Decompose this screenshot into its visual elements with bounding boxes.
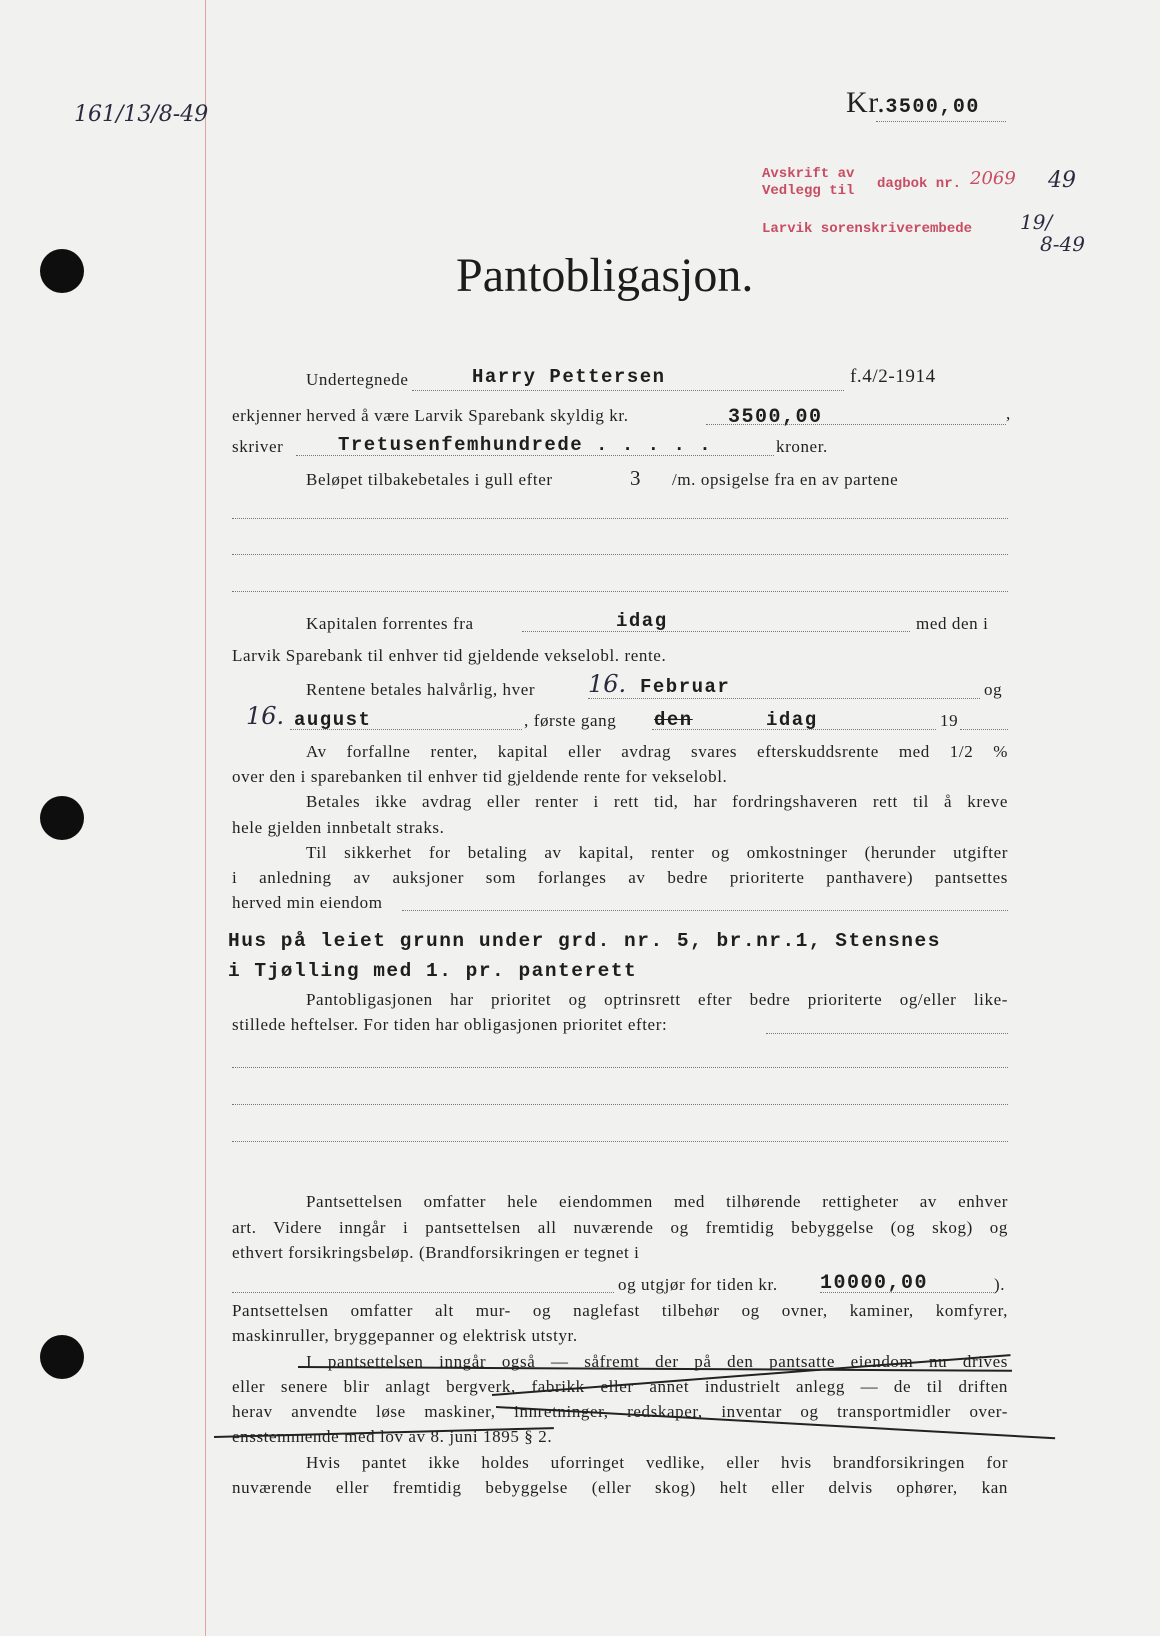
stamp-line2: Vedlegg til — [762, 183, 855, 199]
prioritet-line2: stillede heftelser. For tiden har obligasjonen prioritet efter: — [232, 1015, 668, 1034]
property-line2: i Tjølling med 1. pr. panterett — [228, 960, 638, 982]
stamp-line1: Avskrift av — [762, 166, 855, 182]
vedlike-line2: nuværende eller fremtidig bebyggelse (eller skog) helt eller delvis ophører, kan — [232, 1478, 1008, 1497]
dotted-line — [522, 631, 910, 632]
omfatter-line1: Pantsettelsen omfatter hele eiendommen med tilhørende rettigheter av enhver — [306, 1192, 1008, 1211]
stamp-date-rest: 8-49 — [1040, 232, 1085, 256]
dotted-line — [876, 121, 1006, 122]
dotted-line — [290, 729, 522, 730]
stamp-dagbok-label: dagbok nr. — [877, 176, 962, 192]
utgjor-label: og utgjør for tiden kr. — [618, 1275, 778, 1294]
kapitalen-from: idag — [616, 610, 668, 632]
kapitalen-line2: Larvik Sparebank til enhver tid gjeldende vekselobl. rente. — [232, 646, 667, 665]
struck-den: den — [654, 709, 693, 731]
omfatter-line2: art. Videre inngår i pantsettelsen all nuværende og fremtidig bebyggelse (og skog) og — [232, 1218, 1008, 1237]
reference-number: 161/13/8-49 — [74, 102, 209, 127]
stamp-date-day: 19/ — [1020, 210, 1053, 234]
dotted-line — [232, 591, 1008, 592]
forste-gang-label: , første gang — [524, 711, 617, 730]
dotted-line — [232, 554, 1008, 555]
dotted-line — [232, 1104, 1008, 1105]
kapitalen-label: Kapitalen forrentes fra — [306, 614, 474, 633]
dotted-line — [820, 1292, 996, 1293]
birth-date: f.4/2-1914 — [850, 366, 936, 387]
document-title: Pantobligasjon. — [456, 249, 754, 302]
kapitalen-suffix: med den i — [916, 614, 989, 633]
rentene-day1: 16. — [588, 670, 627, 698]
dotted-line — [232, 1292, 614, 1293]
margin-line — [205, 0, 206, 1636]
months-value: 3 — [630, 466, 642, 490]
dotted-line — [232, 1067, 1008, 1068]
sikkerhet-line2: i anledning av auksjoner som forlanges av bedre prioriterte panthavere) pantsettes — [232, 868, 1008, 887]
rentene-day2: 16. — [246, 702, 285, 730]
amount-words: Tretusenfemhundrede . . . . . — [338, 434, 713, 456]
tilbehor-line2: maskinruller, bryggepanner og elektrisk utstyr. — [232, 1326, 578, 1345]
forste-gang-value: idag — [766, 709, 818, 731]
sikkerhet-line3: herved min eiendom — [232, 893, 383, 912]
dotted-line — [766, 1033, 1008, 1034]
year-prefix: 19 — [940, 711, 959, 730]
og-label: og — [984, 680, 1003, 699]
comma: , — [1006, 404, 1011, 423]
struck-line2: eller senere blir anlagt bergverk, fabrikk eller annet industrielt anlegg — de til driften — [232, 1377, 1008, 1396]
tilbehor-line1: Pantsettelsen omfatter alt mur- og naglefast tilbehør og ovner, kaminer, komfyrer, — [232, 1301, 1008, 1320]
erkjenner-text: erkjenner herved å være Larvik Sparebank skyldig kr. — [232, 406, 629, 425]
stamp-office: Larvik sorenskriverembede — [762, 221, 973, 237]
amount-typed: 3500,00 — [728, 406, 823, 429]
punch-hole — [40, 249, 84, 293]
vedlike-line1: Hvis pantet ikke holdes uforringet vedlike, eller hvis brandforsikringen for — [306, 1453, 1008, 1472]
skriver-label: skriver — [232, 437, 284, 456]
dotted-line — [588, 698, 980, 699]
dotted-line — [402, 910, 1008, 911]
punch-hole — [40, 1335, 84, 1379]
stamp-dagbok-year: 49 — [1048, 168, 1076, 193]
stamp-dagbok-number: 2069 — [970, 168, 1016, 189]
sikkerhet-line1: Til sikkerhet for betaling av kapital, renter og omkostninger (herunder utgifter — [306, 843, 1008, 862]
belopet-text-1: Beløpet tilbakebetales i gull efter — [306, 470, 553, 489]
struck-line1: I pantsettelsen inngår også — såfremt der på den pantsatte eiendom nu drives — [306, 1352, 1008, 1371]
omfatter-line3: ethvert forsikringsbeløp. (Brandforsikringen er tegnet i — [232, 1243, 640, 1262]
rentene-month1: Februar — [640, 676, 731, 698]
belopet-text-2: /m. opsigelse fra en av partene — [672, 470, 899, 489]
struck-line3: herav anvendte løse maskiner, innretninger, redskaper, inventar og transportmidler over- — [232, 1402, 1008, 1421]
dotted-line — [232, 518, 1008, 519]
borrower-name: Harry Pettersen — [472, 366, 666, 388]
kroner-label: kroner. — [776, 437, 828, 456]
rentene-label: Rentene betales halvårlig, hver — [306, 680, 536, 699]
amount-header — [846, 86, 980, 120]
forfallne-line1: Av forfallne renter, kapital eller avdrag svares efterskuddsrente med 1/2 % — [306, 742, 1008, 761]
prioritet-line1: Pantobligasjonen har prioritet og optrinsrett efter bedre prioriterte og/eller like- — [306, 990, 1008, 1009]
betales-line2: hele gjelden innbetalt straks. — [232, 818, 445, 837]
insurance-amount: 10000,00 — [820, 1272, 929, 1295]
dotted-line — [412, 390, 844, 391]
dotted-line — [232, 1141, 1008, 1142]
forfallne-line2: over den i sparebanken til enhver tid gjeldende rente for vekselobl. — [232, 767, 728, 786]
betales-line1: Betales ikke avdrag eller renter i rett tid, har fordringshaveren rett til å kreve — [306, 792, 1008, 811]
undertegnede-label: Undertegnede — [306, 370, 409, 389]
amount-prefix: Kr. — [846, 86, 886, 119]
amount-header-value: 3500,00 — [885, 96, 980, 119]
punch-hole — [40, 796, 84, 840]
rentene-month2: august — [294, 709, 372, 731]
dotted-line — [960, 729, 1008, 730]
utgjor-end: ). — [994, 1275, 1006, 1294]
property-line1: Hus på leiet grunn under grd. nr. 5, br.nr.1, Stensnes — [228, 930, 941, 952]
struck-line4: ensstemmende med lov av 8. juni 1895 § 2. — [232, 1427, 553, 1446]
